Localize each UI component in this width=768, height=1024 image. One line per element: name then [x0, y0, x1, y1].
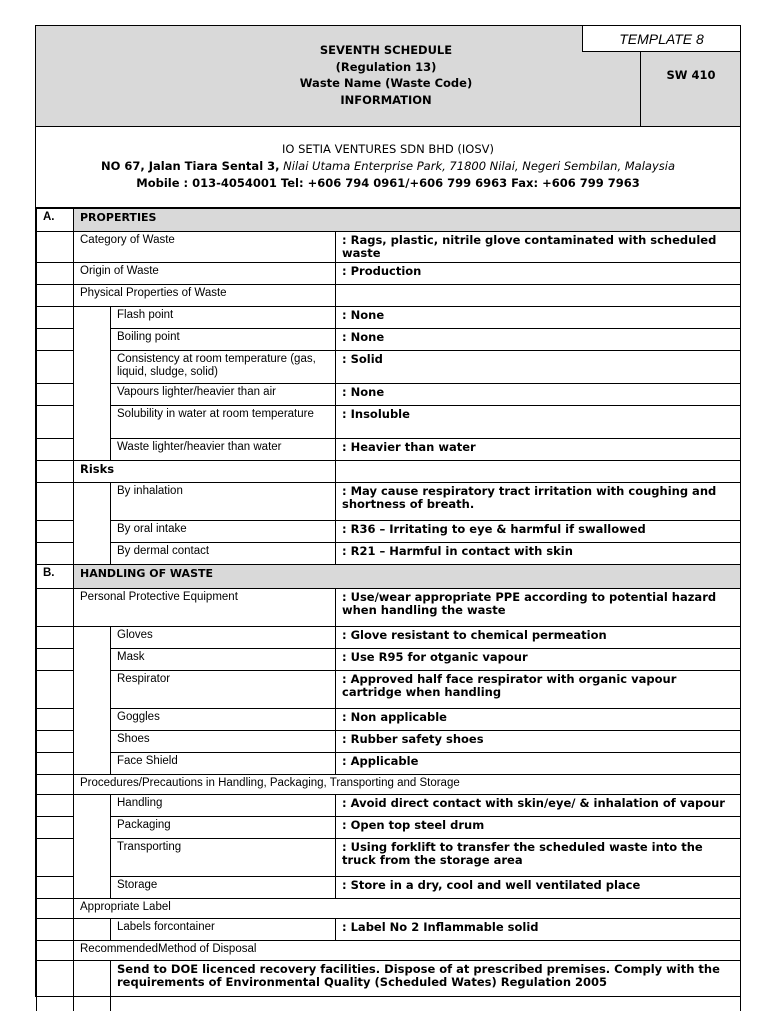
address-area: Nilai Utama Enterprise Park, 71800 Nilai, Negeri Sembilan, Malaysia: [279, 159, 676, 173]
document-page: [35, 25, 741, 997]
company-info: [36, 127, 740, 208]
transporting-label: Transporting: [111, 839, 336, 877]
company-contact: Mobile : 013-4054001 Tel: +606 794 0961/+606 799 6963 Fax: +606 799 7963: [136, 176, 640, 190]
disposal-value: Send to DOE licenced recovery facilities. Dispose of at prescribed premises. Comply with the requirements of Environmental Quality (Scheduled Wates) Regulation 2005: [111, 961, 741, 1011]
face-shield-value: : Applicable: [336, 753, 741, 775]
shoes-label: Shoes: [111, 731, 336, 753]
waste-code: SW 410: [666, 68, 716, 82]
template-label: TEMPLATE 8: [582, 26, 740, 52]
consistency-label: Consistency at room temperature (gas, liquid, sludge, solid): [111, 351, 336, 384]
appropriate-label-heading: Appropriate Label: [74, 899, 741, 919]
handling-label: Handling: [111, 795, 336, 817]
respirator-label: Respirator: [111, 671, 336, 709]
section-a-title: PROPERTIES: [74, 209, 741, 232]
ppe-label: Personal Protective Equipment: [74, 589, 336, 627]
boiling-point-value: : None: [336, 329, 741, 351]
storage-value: : Store in a dry, cool and well ventilated place: [336, 877, 741, 899]
procedures-label: Procedures/Precautions in Handling, Packaging, Transporting and Storage: [74, 775, 741, 795]
category-label: Category of Waste: [74, 232, 336, 263]
section-a-letter: A.: [37, 209, 74, 232]
vapours-value: : None: [336, 384, 741, 406]
disposal-label: RecommendedMethod of Disposal: [74, 941, 741, 961]
storage-label: Storage: [111, 877, 336, 899]
section-b-title: HANDLING OF WASTE: [74, 565, 741, 589]
schedule-line-1: SEVENTH SCHEDULE: [319, 43, 453, 57]
respirator-value: : Approved half face respirator with organic vapour cartridge when handling: [336, 671, 741, 709]
mask-value: : Use R95 for otganic vapour: [336, 649, 741, 671]
dermal-contact-label: By dermal contact: [111, 543, 336, 565]
mask-label: Mask: [111, 649, 336, 671]
container-label: Labels forcontainer: [111, 919, 336, 941]
risks-label: Risks: [74, 461, 336, 483]
packaging-value: : Open top steel drum: [336, 817, 741, 839]
physical-label: Physical Properties of Waste: [74, 285, 336, 307]
density-value: : Heavier than water: [336, 439, 741, 461]
flash-point-value: : None: [336, 307, 741, 329]
schedule-line-2: (Regulation 13): [335, 59, 437, 74]
solubility-value: : Insoluble: [336, 406, 741, 439]
category-value: : Rags, plastic, nitrile glove contaminated with scheduled waste: [336, 232, 741, 263]
oral-intake-value: : R36 – Irritating to eye & harmful if swallowed: [336, 521, 741, 543]
gloves-label: Gloves: [111, 627, 336, 649]
gloves-value: : Glove resistant to chemical permeation: [336, 627, 741, 649]
consistency-value: : Solid: [336, 351, 741, 384]
oral-intake-label: By oral intake: [111, 521, 336, 543]
schedule-line-3: Waste Name (Waste Code): [299, 76, 473, 90]
goggles-value: : Non applicable: [336, 709, 741, 731]
transporting-value: : Using forklift to transfer the scheduled waste into the truck from the storage area: [336, 839, 741, 877]
solubility-label: Solubility in water at room temperature: [111, 406, 336, 439]
boiling-point-label: Boiling point: [111, 329, 336, 351]
face-shield-label: Face Shield: [111, 753, 336, 775]
shoes-value: : Rubber safety shoes: [336, 731, 741, 753]
company-address: [36, 158, 740, 175]
dermal-contact-value: : R21 – Harmful in contact with skin: [336, 543, 741, 565]
company-name: IO SETIA VENTURES SDN BHD (IOSV): [281, 142, 495, 156]
origin-label: Origin of Waste: [74, 263, 336, 285]
packaging-label: Packaging: [111, 817, 336, 839]
ppe-value: : Use/wear appropriate PPE according to potential hazard when handling the waste: [336, 589, 741, 627]
flash-point-label: Flash point: [111, 307, 336, 329]
goggles-label: Goggles: [111, 709, 336, 731]
waste-info-table: [36, 208, 741, 1011]
density-label: Waste lighter/heavier than water: [111, 439, 336, 461]
schedule-line-4: INFORMATION: [340, 92, 432, 107]
vapours-label: Vapours lighter/heavier than air: [111, 384, 336, 406]
handling-value: : Avoid direct contact with skin/eye/ & inhalation of vapour: [336, 795, 741, 817]
inhalation-value: : May cause respiratory tract irritation with coughing and shortness of breath.: [336, 483, 741, 521]
inhalation-label: By inhalation: [111, 483, 336, 521]
origin-value: : Production: [336, 263, 741, 285]
schedule-title: [226, 42, 546, 108]
container-value: : Label No 2 Inflammable solid: [336, 919, 741, 941]
waste-code-cell: [640, 52, 741, 126]
address-street: NO 67, Jalan Tiara Sental 3,: [100, 159, 280, 173]
section-b-letter: B.: [37, 565, 74, 589]
schedule-header: [36, 26, 740, 127]
